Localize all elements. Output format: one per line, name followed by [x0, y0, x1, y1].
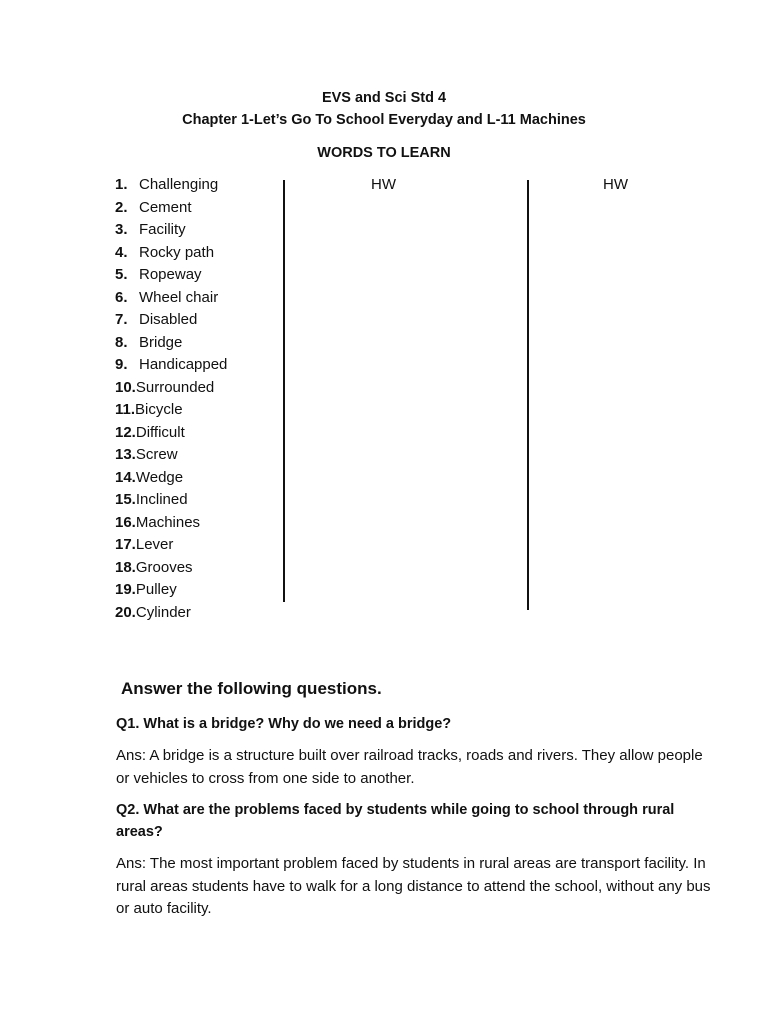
word-text: Surrounded [135, 378, 215, 396]
word-item [115, 356, 227, 379]
word-item [115, 469, 227, 492]
word-number: 10. [115, 378, 136, 396]
word-text: Rocky path [139, 243, 215, 261]
word-text: Wedge [135, 468, 184, 486]
word-text: Disabled [139, 311, 198, 328]
word-item [115, 604, 227, 627]
word-item [115, 289, 227, 312]
question-text: Q2. What are the problems faced by students while going to school through rural areas? [116, 802, 675, 840]
word-item [115, 536, 227, 559]
word-item [115, 334, 227, 357]
word-text: Grooves [135, 558, 193, 576]
word-item [115, 424, 227, 447]
word-number: 18. [115, 558, 136, 576]
word-list [115, 176, 227, 626]
word-number: 14. [115, 468, 136, 486]
questions-heading: Answer the following questions. [121, 679, 382, 698]
word-number: 1. [115, 176, 128, 193]
word-item [115, 491, 227, 514]
column-divider [283, 180, 285, 602]
word-item [115, 581, 227, 604]
word-text: Challenging [139, 176, 219, 193]
word-text: Bridge [139, 333, 183, 351]
word-item [115, 221, 227, 244]
word-text: Pulley [135, 581, 177, 598]
word-number: 5. [115, 266, 128, 283]
word-number: 4. [115, 243, 128, 261]
word-number: 19. [115, 581, 136, 598]
answer-text: Ans: The most important problem faced by students in rural areas are transport facility. In rural areas students have to walk for a long distance to attend the school, without any bus or auto facility. [116, 855, 711, 917]
chapter-title: Chapter 1-Let’s Go To School Everyday and L-11 Machines [182, 112, 586, 128]
word-number: 6. [115, 288, 128, 306]
word-text: Inclined [135, 491, 188, 508]
column-divider [527, 180, 529, 610]
word-number: 20. [115, 603, 136, 621]
word-number: 15. [115, 491, 136, 508]
word-item [115, 176, 227, 199]
word-text: Cement [139, 198, 192, 216]
word-item [115, 244, 227, 267]
word-number: 2. [115, 198, 128, 216]
question-text: Q1. What is a bridge? Why do we need a bridge? [116, 716, 452, 732]
words-to-learn-heading: WORDS TO LEARN [317, 145, 451, 161]
word-text: Lever [135, 536, 174, 553]
document-title: EVS and Sci Std 4 [321, 90, 447, 106]
word-text: Ropeway [139, 266, 202, 283]
word-text: Screw [135, 446, 178, 463]
hw-column-header: HW [371, 176, 396, 193]
word-number: 3. [115, 221, 128, 238]
word-item [115, 266, 227, 289]
word-item [115, 401, 227, 424]
word-text: Difficult [135, 423, 185, 441]
word-number: 8. [115, 333, 128, 351]
word-text: Facility [139, 221, 186, 238]
word-number: 9. [115, 356, 128, 373]
word-number: 12. [115, 423, 136, 441]
word-number: 13. [115, 446, 136, 463]
word-text: Machines [135, 513, 201, 531]
word-item [115, 311, 227, 334]
word-text: Cylinder [135, 603, 191, 621]
word-item [115, 446, 227, 469]
word-item [115, 379, 227, 402]
word-text: Wheel chair [139, 288, 219, 306]
word-text: Handicapped [139, 356, 228, 373]
word-number: 16. [115, 513, 136, 531]
word-number: 7. [115, 311, 128, 328]
word-number: 11. [115, 401, 136, 418]
word-item [115, 199, 227, 222]
word-text: Bicycle [135, 401, 183, 418]
word-item [115, 514, 227, 537]
answer-text: Ans: A bridge is a structure built over railroad tracks, roads and rivers. They allow people or vehicles to cross from one side to another. [116, 747, 703, 787]
word-number: 17. [115, 536, 136, 553]
word-item [115, 559, 227, 582]
hw-column-header: HW [603, 176, 628, 193]
